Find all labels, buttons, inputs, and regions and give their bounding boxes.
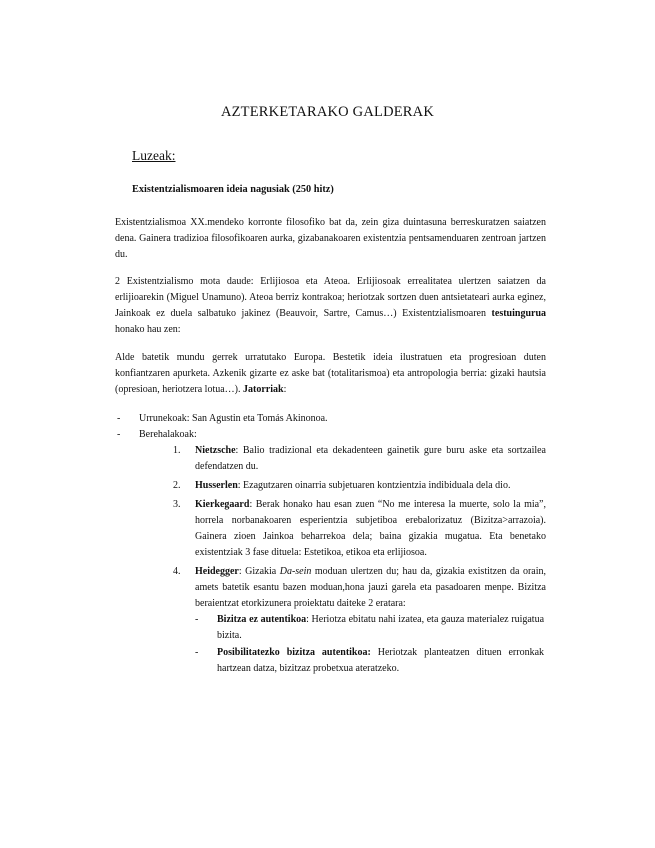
author-term: Da-sein xyxy=(279,566,312,577)
list-number: 1. xyxy=(173,445,181,456)
document-title: AZTERKETARAKO GALDERAK xyxy=(220,104,435,120)
author-item-husserl xyxy=(139,478,546,494)
paragraph-types-end: honako hau zen: xyxy=(115,324,181,335)
life-mode-text: : Heriotza ebitatu nahi izatea, eta gauza materialez ruigatua bizita. xyxy=(217,614,545,641)
paragraph-intro: Existentzialismoa XX.mendeko korronte filosofiko bat da, zein giza duintasuna berreskuratzen saiatzen dena. Gainera tradizioa filosofikoaren aurka, gizabanakoaren existentzia pentsamenduaren zentroan jartzen du. xyxy=(115,217,546,260)
paragraph-context-end: : xyxy=(283,384,287,395)
list-item xyxy=(195,645,546,677)
question-title: Existentzialismoaren ideia nagusiak (250 hitz) xyxy=(132,184,334,195)
author-name: Kierkegaard xyxy=(195,499,250,510)
life-mode-name: Bizitza ez autentikoa xyxy=(217,614,307,625)
authors-list xyxy=(139,443,546,677)
origins-immediate: Berehalakoak: xyxy=(139,429,197,440)
author-name: Nietzsche xyxy=(195,445,236,456)
paragraph-context-text: Alde batetik mundu gerrek urratutako Europa. Bestetik ideia ilustratuen eta progresioan duten konfiantzaren apurketa. Azkenik gizarte ez aske bat (totalitarismoa) eta antropologia berria: gizaki hautsia (opresioan, heriotzera lotua…). xyxy=(115,352,546,395)
author-text: : Balio tradizional eta dekadenteen gainetik gure buru aske eta sortzailea defendatzen du. xyxy=(195,445,546,472)
dash-bullet: - xyxy=(195,647,199,658)
author-text: : Berak honako hau esan zuen “No me interesa la muerte, solo la mia”, horrela norbanakoaren esperientzia subjetiboa erebalorizatuz (Bizitza>arrazoia). Gainera zioen Jainkoa beharrekoa dela; baina gizakia mugatua. Eta benetako existentziak 3 fase dituela: Estetikoa, etikoa eta erlijiosoa. xyxy=(195,499,546,558)
list-item xyxy=(195,612,546,644)
author-name: Heidegger xyxy=(195,566,239,577)
author-text: : Ezagutzaren oinarria subjetuaren kontzientzia indibiduala dela dio. xyxy=(237,480,511,491)
keyword-context: testuingurua xyxy=(491,308,546,319)
author-item-kierkegaard xyxy=(139,497,546,561)
list-number: 4. xyxy=(173,566,181,577)
list-item xyxy=(115,411,546,427)
dash-bullet: - xyxy=(117,413,121,424)
list-number: 3. xyxy=(173,499,181,510)
origins-list xyxy=(115,411,546,680)
paragraph-types xyxy=(115,274,546,338)
dash-bullet: - xyxy=(117,429,121,440)
origins-distant: Urrunekoak: San Agustin eta Tomás Akinonoa. xyxy=(139,413,328,424)
list-item xyxy=(115,427,546,677)
author-item-heidegger xyxy=(139,564,546,677)
author-text: moduan ulertzen du; hau da, gizakia existitzen da orain, amets batetik esantu bazen moduan,hona jauzi garela eta pasadoaren menpe. Bizitza beraientzat etorkizunera proiektatu daiteke 2 eratara: xyxy=(195,566,546,609)
life-mode-name: Posibilitatezko bizitza autentikoa: xyxy=(217,647,371,658)
life-modes-list xyxy=(195,612,546,677)
paragraph-types-text: 2 Existentzialismo mota daude: Erlijiosoa eta Ateoa. Erlijiosoak errealitatea ulertzen saiatzen da erlijioarekin (Miguel Unamuno). Ateoa berriz kontrakoa; heriotzak sortzen duen antsietateari aurka eginez, Jainkoak ez duela salbatuko jakinez (Beauvoir, Sartre, Camus…) Existentzialismoaren xyxy=(115,276,546,319)
author-name: Husserlen xyxy=(195,480,238,491)
author-item-nietzsche xyxy=(139,443,546,475)
paragraph-context xyxy=(115,350,546,398)
section-heading: Luzeak: xyxy=(132,148,176,163)
keyword-origins: Jatorriak xyxy=(243,384,284,395)
life-mode-text: Heriotzak planteatzen dituen erronkak hartzean datza, bizitzaz probetxua ateratzeko. xyxy=(217,647,545,674)
author-text: : Gizakia xyxy=(238,566,280,577)
list-number: 2. xyxy=(173,480,181,491)
dash-bullet: - xyxy=(195,614,199,625)
